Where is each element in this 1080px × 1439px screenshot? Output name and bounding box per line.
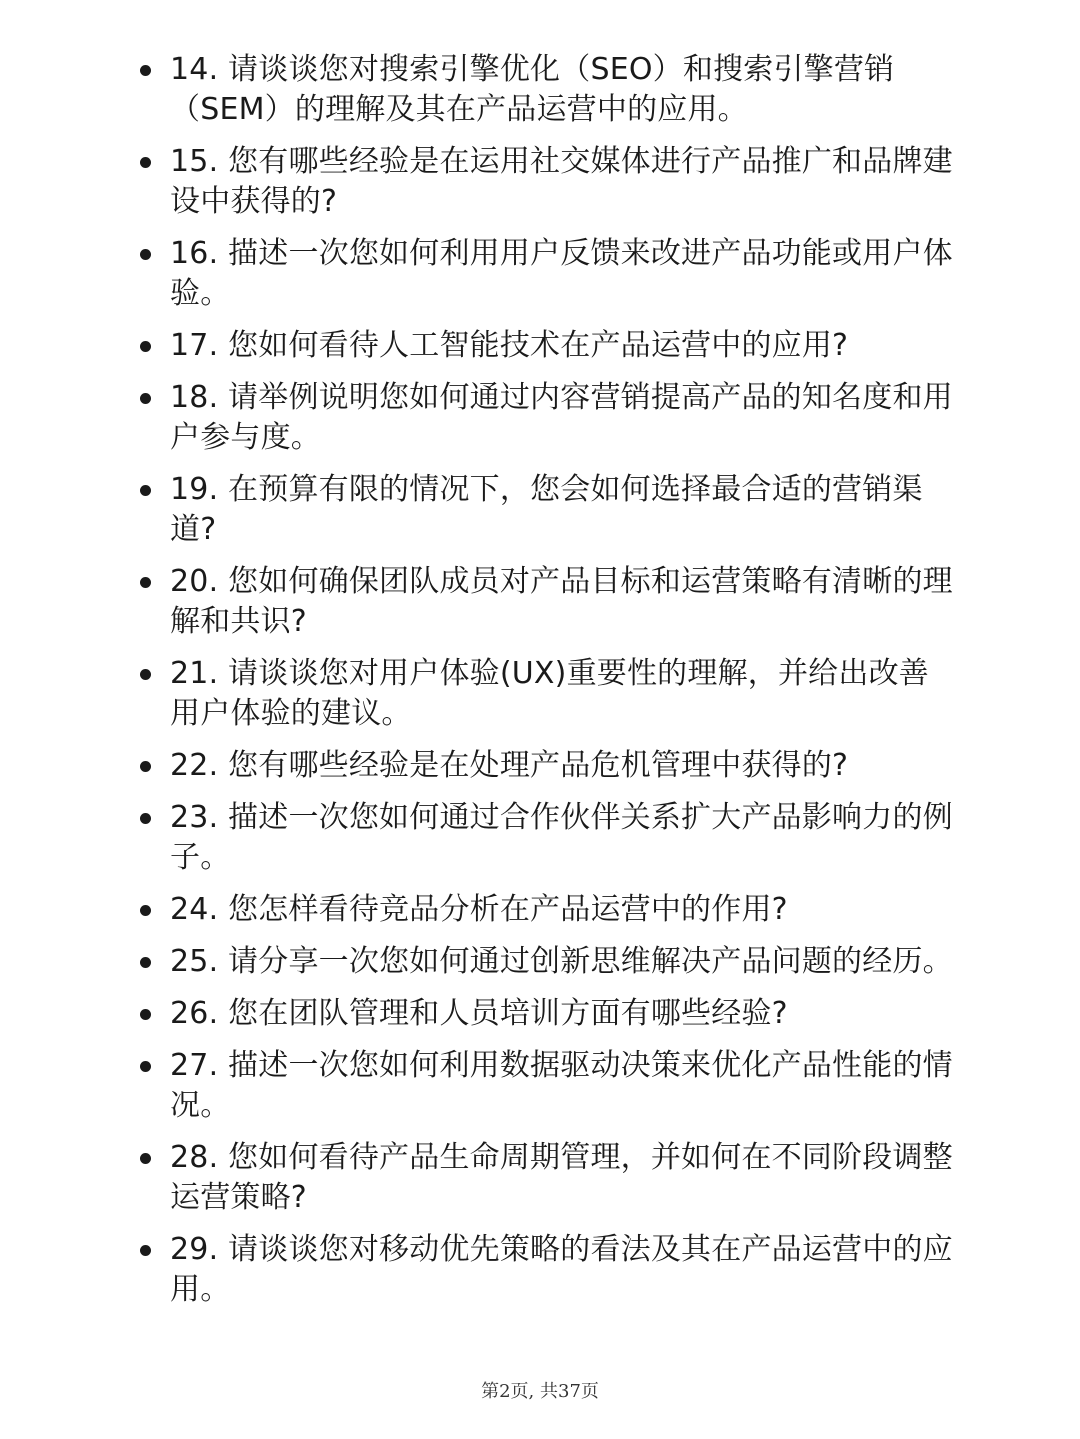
bullet-icon xyxy=(140,249,151,260)
question-text: 14. 请谈谈您对搜索引擎优化（SEO）和搜索引擎营销（SEM）的理解及其在产品运营中的应用。 xyxy=(170,52,895,127)
question-text: 18. 请举例说明您如何通过内容营销提高产品的知名度和用户参与度。 xyxy=(170,380,953,455)
bullet-icon xyxy=(140,957,151,968)
list-item xyxy=(134,142,954,222)
list-item xyxy=(134,1046,954,1126)
bullet-icon xyxy=(140,1245,151,1256)
question-text: 20. 您如何确保团队成员对产品目标和运营策略有清晰的理解和共识? xyxy=(170,564,953,639)
list-item xyxy=(134,890,954,930)
bullet-icon xyxy=(140,761,151,772)
bullet-icon xyxy=(140,157,151,168)
list-item xyxy=(134,798,954,878)
bullet-icon xyxy=(140,813,151,824)
question-text: 16. 描述一次您如何利用用户反馈来改进产品功能或用户体验。 xyxy=(170,236,953,311)
bullet-icon xyxy=(140,65,151,76)
list-item xyxy=(134,326,954,366)
question-text: 22. 您有哪些经验是在处理产品危机管理中获得的? xyxy=(170,748,849,783)
bullet-icon xyxy=(140,393,151,404)
question-text: 21. 请谈谈您对用户体验(UX)重要性的理解，并给出改善用户体验的建议。 xyxy=(170,656,929,731)
list-item xyxy=(134,942,954,982)
question-text: 29. 请谈谈您对移动优先策略的看法及其在产品运营中的应用。 xyxy=(170,1232,953,1307)
list-item xyxy=(134,746,954,786)
list-item xyxy=(134,50,954,130)
bullet-icon xyxy=(140,1153,151,1164)
bullet-icon xyxy=(140,485,151,496)
bullet-icon xyxy=(140,669,151,680)
question-text: 25. 请分享一次您如何通过创新思维解决产品问题的经历。 xyxy=(170,944,953,979)
question-list xyxy=(134,50,954,1322)
list-item xyxy=(134,378,954,458)
question-text: 15. 您有哪些经验是在运用社交媒体进行产品推广和品牌建设中获得的? xyxy=(170,144,953,219)
bullet-icon xyxy=(140,341,151,352)
bullet-icon xyxy=(140,905,151,916)
bullet-icon xyxy=(140,577,151,588)
question-text: 27. 描述一次您如何利用数据驱动决策来优化产品性能的情况。 xyxy=(170,1048,953,1123)
page-number-footer: 第2页, 共37页 xyxy=(481,1381,599,1402)
list-item xyxy=(134,654,954,734)
list-item xyxy=(134,562,954,642)
question-text: 24. 您怎样看待竞品分析在产品运营中的作用? xyxy=(170,892,788,927)
list-item xyxy=(134,1138,954,1218)
question-text: 28. 您如何看待产品生命周期管理，并如何在不同阶段调整运营策略? xyxy=(170,1140,953,1215)
list-item xyxy=(134,1230,954,1310)
list-item xyxy=(134,234,954,314)
list-item xyxy=(134,470,954,550)
list-item xyxy=(134,994,954,1034)
question-text: 17. 您如何看待人工智能技术在产品运营中的应用? xyxy=(170,328,849,363)
question-text: 26. 您在团队管理和人员培训方面有哪些经验? xyxy=(170,996,788,1031)
bullet-icon xyxy=(140,1009,151,1020)
question-text: 19. 在预算有限的情况下，您会如何选择最合适的营销渠道? xyxy=(170,472,923,547)
question-text: 23. 描述一次您如何通过合作伙伴关系扩大产品影响力的例子。 xyxy=(170,800,953,875)
bullet-icon xyxy=(140,1061,151,1072)
